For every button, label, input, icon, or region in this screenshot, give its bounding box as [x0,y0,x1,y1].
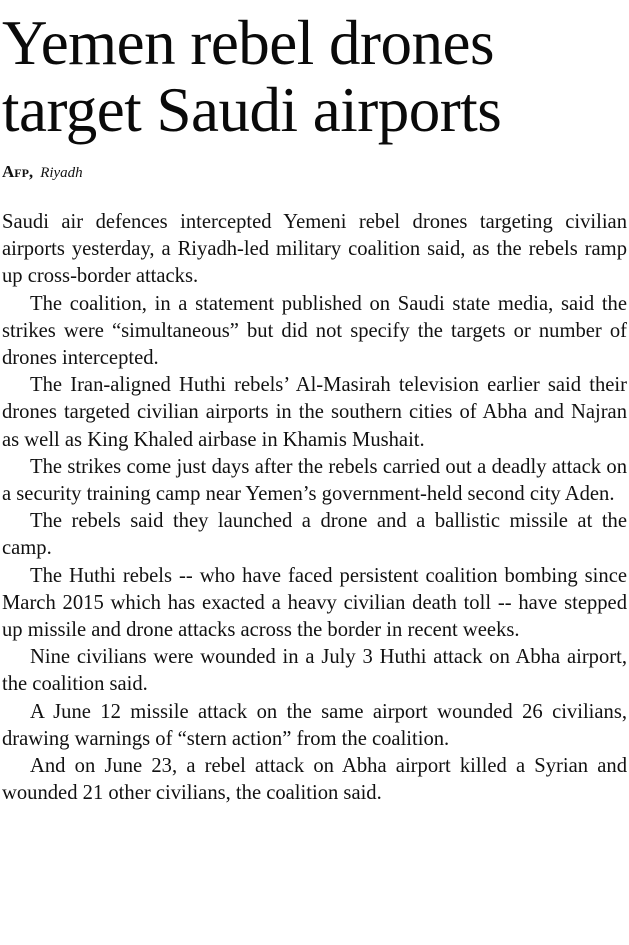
paragraph: The Huthi rebels -- who have faced persistent coalition bombing since March 2015 which has exacted a heavy civilian death toll -- have stepped up missile and drone attacks across the border in recent weeks. [2,564,627,642]
paragraph: And on June 23, a rebel attack on Abha airport killed a Syrian and wounded 21 other civilians, the coalition said. [2,755,627,805]
paragraph: The rebels said they launched a drone and a ballistic missile at the camp. [2,510,627,560]
paragraph: Nine civilians were wounded in a July 3 Huthi attack on Abha airport, the coalition said. [2,646,627,696]
paragraph: A June 12 missile attack on the same airport wounded 26 civilians, drawing warnings of “stern action” from the coalition. [2,700,627,750]
headline [2,0,627,144]
byline [2,162,627,182]
headline-line-1: Yemen rebel drones [2,8,494,78]
paragraph: Saudi air defences intercepted Yemeni rebel drones targeting civilian airports yesterday, a Riyadh-led military coalition said, as the rebels ramp up cross-border attacks. [2,211,627,288]
paragraph: The Iran-aligned Huthi rebels’ Al-Masirah television earlier said their drones targeted civilian airports in the southern cities of Abha and Najran as well as King Khaled airbase in Khamis Mushait. [2,374,627,451]
paragraph: The coalition, in a statement published on Saudi state media, said the strikes were “simultaneous” but did not specify the targets or number of drones intercepted. [2,292,627,370]
byline-agency: Afp, [2,162,34,181]
article-body [2,209,627,807]
paragraph: The strikes come just days after the rebels carried out a deadly attack on a security training camp near Yemen’s government-held second city Aden. [2,455,627,506]
byline-dateline: Riyadh [40,165,83,181]
headline-line-2: target Saudi airports [2,75,502,145]
